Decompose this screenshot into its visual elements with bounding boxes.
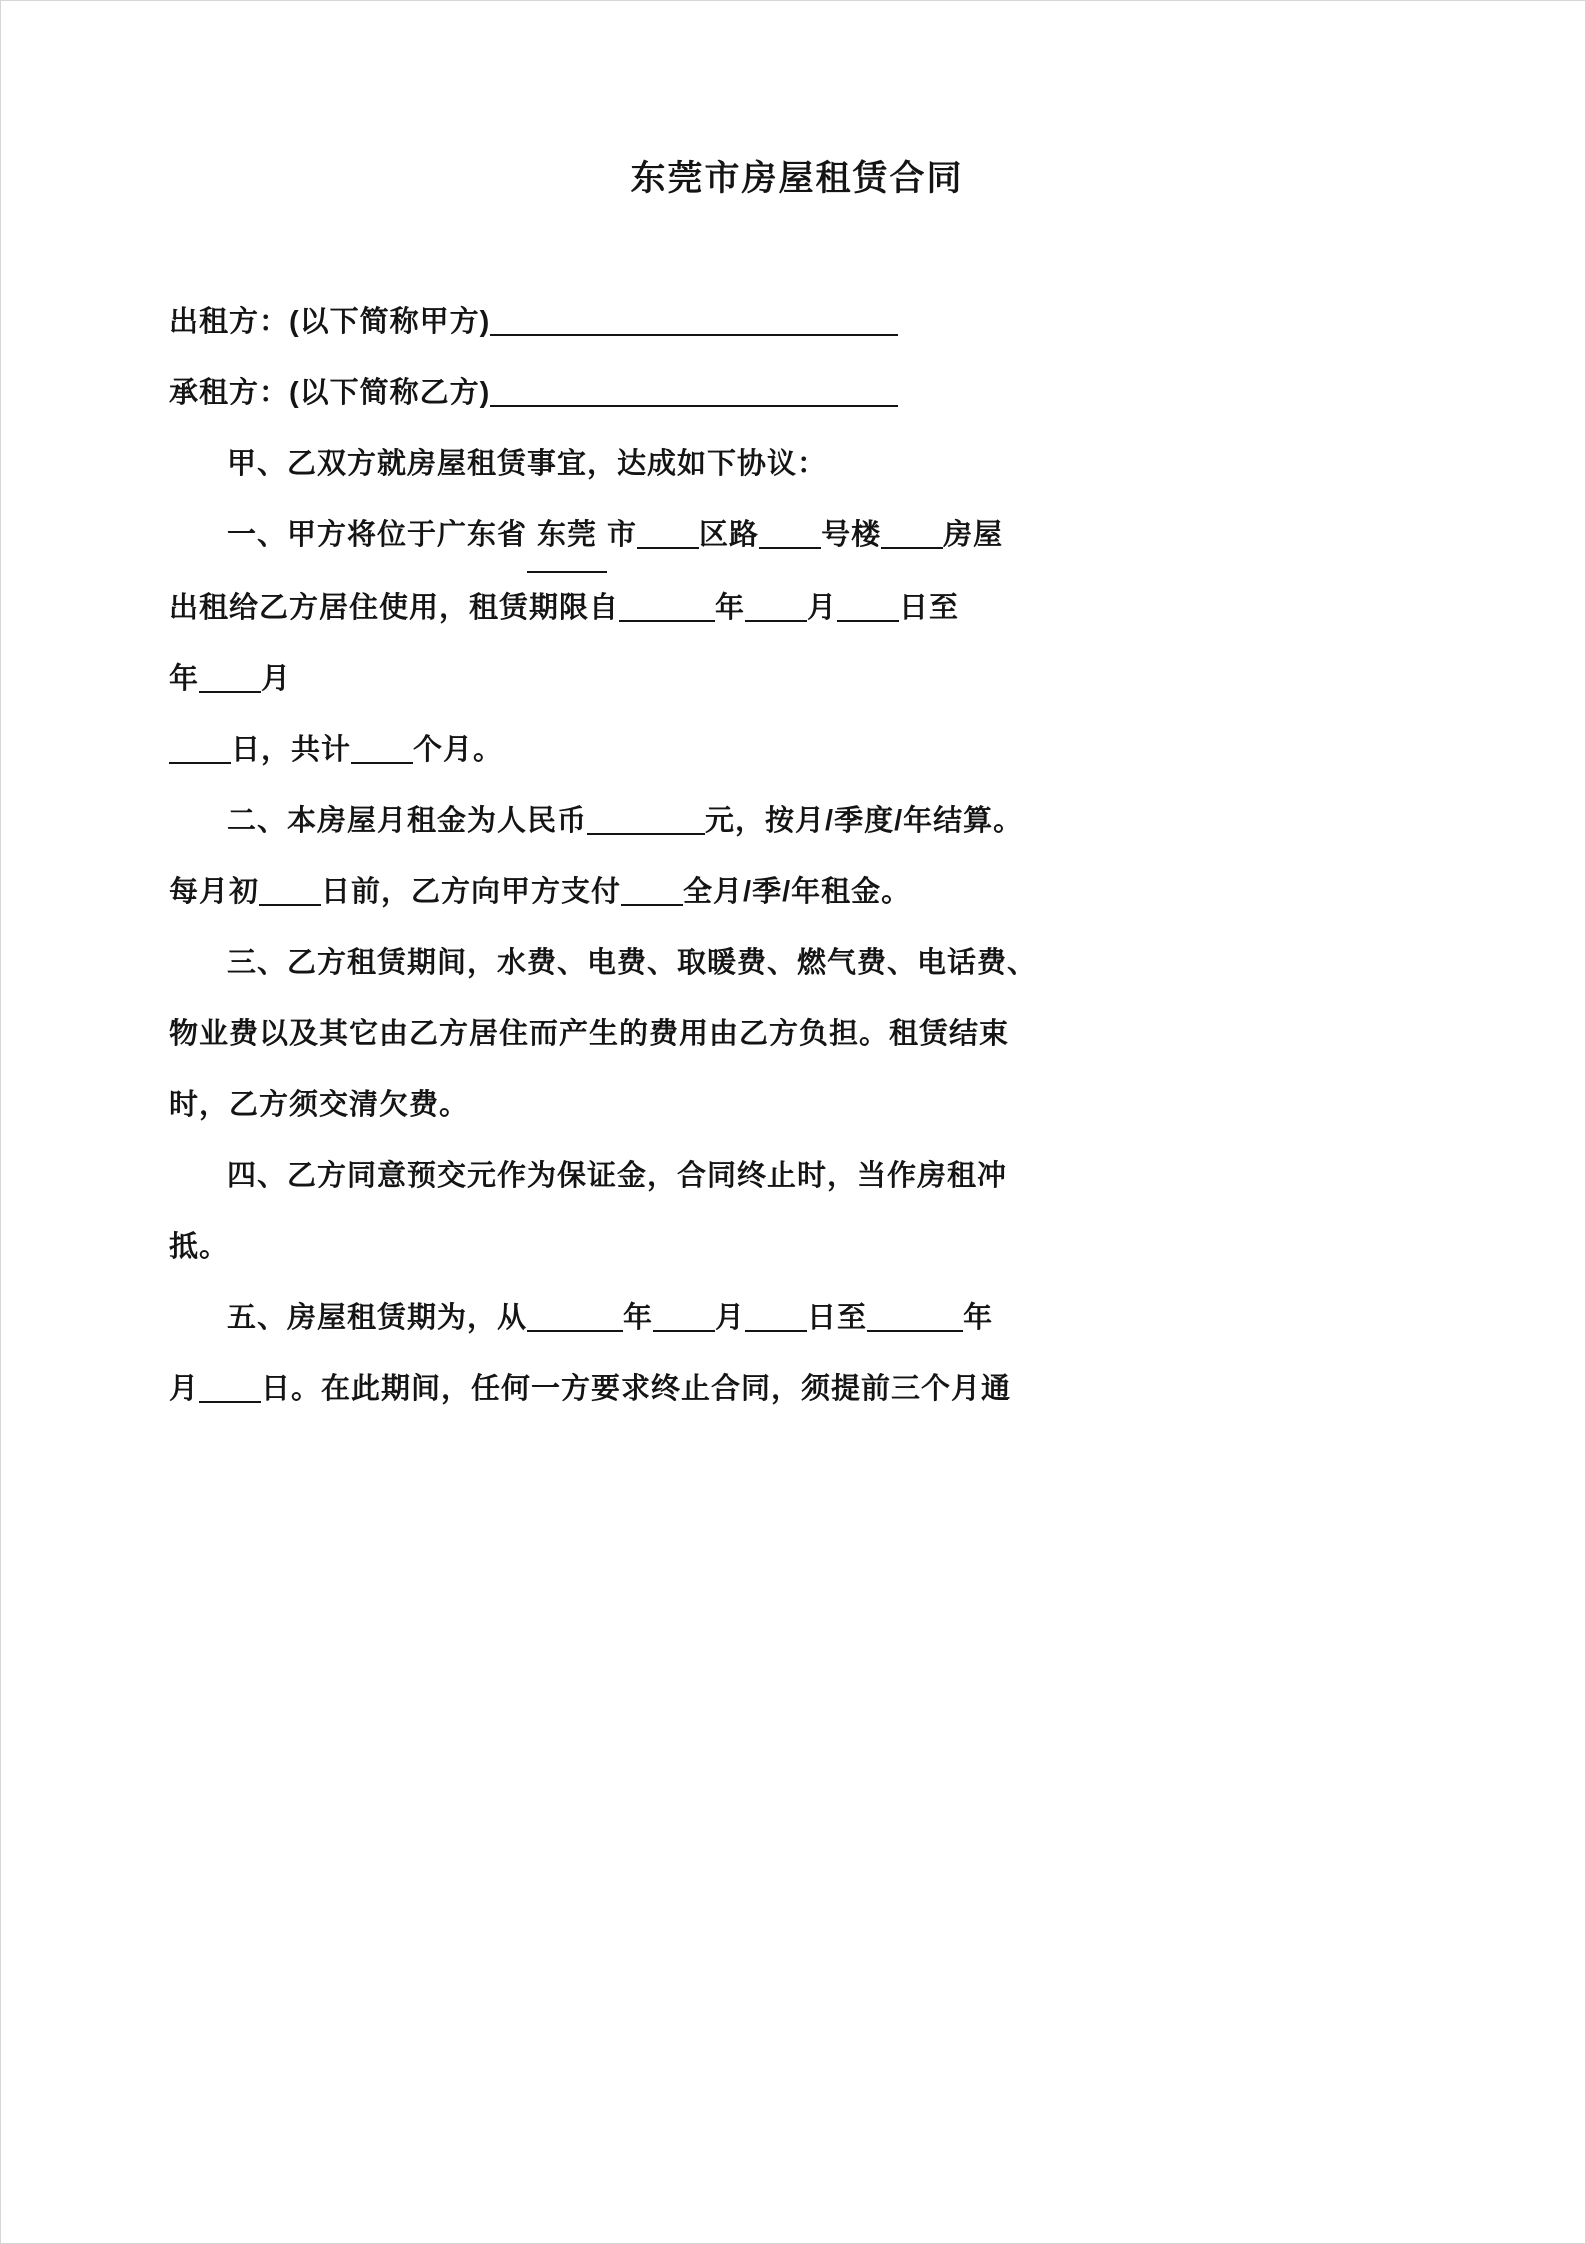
blank-field <box>490 373 898 407</box>
paragraph-text: 年 <box>963 1302 994 1334</box>
paragraph <box>169 1354 1425 1425</box>
paragraph-text: 市 <box>607 519 638 551</box>
paragraph-text: 个月。 <box>413 734 504 766</box>
paragraph-text: 日前，乙方向甲方支付 <box>321 876 622 908</box>
paragraph <box>169 573 1425 644</box>
blank-field <box>745 1298 807 1332</box>
paragraph-text: 日。在此期间，任何一方要求终止合同，须提前三个月通 <box>261 1373 1012 1405</box>
paragraph-text: 二、本房屋月租金为人民币 <box>227 805 588 837</box>
document-title: 东莞市房屋租赁合同 <box>630 159 964 198</box>
paragraph-text: 出租方：(以下简称甲方) <box>169 306 491 338</box>
paragraph-text: 年 <box>715 592 746 624</box>
paragraph-text: 日至 <box>899 592 960 624</box>
paragraph <box>169 1212 1425 1283</box>
paragraph-text: 物业费以及其它由乙方居住而产生的费用由乙方负担。租赁结束 <box>169 1018 1010 1050</box>
paragraph-text: 每月初 <box>169 876 260 908</box>
blank-field <box>490 302 898 336</box>
paragraph-text: 承租方：(以下简称乙方) <box>169 377 491 409</box>
blank-field <box>745 588 807 622</box>
filled-field: 东莞 <box>527 500 607 573</box>
paragraph-text: 一、甲方将位于广东省 <box>227 519 528 551</box>
paragraph <box>169 1141 1425 1212</box>
paragraph <box>169 429 1425 500</box>
blank-field <box>637 515 699 549</box>
blank-field <box>621 872 683 906</box>
paragraph-text: 月 <box>715 1302 746 1334</box>
paragraph <box>169 786 1425 857</box>
blank-field <box>259 872 321 906</box>
paragraph <box>169 715 1425 786</box>
paragraph-text: 月 <box>169 1373 200 1405</box>
paragraph-text: 号楼 <box>821 519 882 551</box>
paragraph <box>169 1283 1425 1354</box>
blank-field <box>351 730 413 764</box>
paragraph-text: 全月/季/年租金。 <box>683 876 912 908</box>
paragraph-text: 五、房屋租赁期为，从 <box>227 1302 528 1334</box>
paragraph-text: 甲、乙双方就房屋租赁事宜，达成如下协议： <box>227 448 828 480</box>
blank-field <box>527 1298 623 1332</box>
paragraph-text: 月 <box>261 663 292 695</box>
blank-field <box>837 588 899 622</box>
paragraph-text: 日至 <box>807 1302 868 1334</box>
blank-field <box>759 515 821 549</box>
paragraph <box>169 644 1425 715</box>
blank-field <box>587 801 705 835</box>
paragraph-text: 房屋 <box>943 519 1004 551</box>
paragraph <box>169 857 1425 928</box>
paragraph <box>169 358 1425 429</box>
paragraph <box>169 999 1425 1070</box>
blank-field <box>881 515 943 549</box>
paragraph-text: 时，乙方须交清欠费。 <box>169 1089 470 1121</box>
blank-field <box>867 1298 963 1332</box>
paragraph-text: 月 <box>807 592 838 624</box>
paragraph-text: 年 <box>623 1302 654 1334</box>
paragraph-text: 元，按月/季度/年结算。 <box>705 805 1024 837</box>
blank-field <box>653 1298 715 1332</box>
paragraph <box>169 287 1425 358</box>
paragraph <box>169 928 1425 999</box>
paragraph-text: 四、乙方同意预交元作为保证金，合同终止时，当作房租冲 <box>227 1160 1008 1192</box>
blank-field <box>199 659 261 693</box>
blank-field <box>169 730 231 764</box>
paragraph-text: 年 <box>169 663 200 695</box>
paragraph-text: 抵。 <box>169 1231 230 1263</box>
blank-field <box>619 588 715 622</box>
contract-body <box>169 287 1425 1425</box>
paragraph <box>169 500 1425 573</box>
paragraph-text: 日，共计 <box>231 734 352 766</box>
paragraph-text: 区路 <box>699 519 760 551</box>
paragraph-text: 出租给乙方居住使用，租赁期限自 <box>169 592 620 624</box>
paragraph-text: 三、乙方租赁期间，水费、电费、取暖费、燃气费、电话费、 <box>227 947 1038 979</box>
paragraph <box>169 1070 1425 1141</box>
blank-field <box>199 1369 261 1403</box>
